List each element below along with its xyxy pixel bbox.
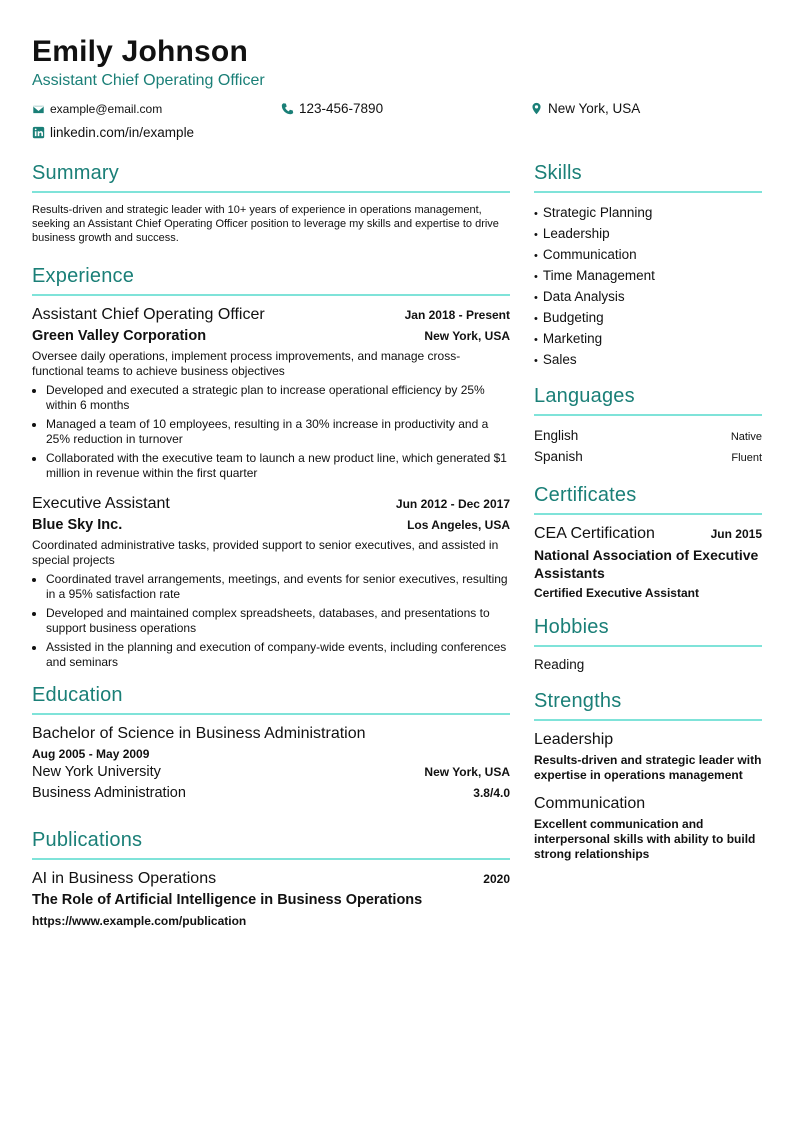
education-degree: Bachelor of Science in Business Administration: [32, 725, 366, 742]
publication-year: 2020: [483, 872, 510, 886]
languages-heading: Languages: [534, 385, 762, 416]
education-gpa: 3.8/4.0: [473, 786, 510, 800]
skills-list: [534, 203, 762, 371]
job-title: Assistant Chief Operating Officer: [32, 306, 265, 323]
summary-text: Results-driven and strategic leader with 10+ years of experience in operations management, seeking an Assistant Chief Operating Officer position to leverage my skills and expertise to drive business growth and success.: [32, 204, 499, 244]
resume-name: Emily Johnson: [32, 35, 248, 68]
right-column: [534, 162, 762, 862]
certificate-org: National Association of Executive Assistants: [534, 547, 759, 581]
strength-name: Leadership: [534, 731, 614, 748]
job-location: Los Angeles, USA: [407, 518, 510, 532]
strength-item: [534, 731, 762, 783]
experience-item: [32, 495, 510, 670]
contact-block: [32, 96, 762, 148]
strength-name: Communication: [534, 795, 646, 812]
skill-item: • Budgeting: [534, 308, 762, 329]
linkedin-icon: [32, 126, 45, 139]
contact-location: [530, 101, 640, 116]
left-column: [32, 162, 510, 928]
certificate-desc: Certified Executive Assistant: [534, 586, 699, 600]
language-item: [534, 426, 762, 447]
strength-desc: Excellent communication and interpersonal skills with ability to build strong relationships: [534, 817, 756, 861]
skill-item: • Time Management: [534, 266, 762, 287]
phone-icon: [281, 102, 294, 115]
certificates-heading: Certificates: [534, 484, 762, 515]
education-location: New York, USA: [424, 765, 510, 779]
job-bullet: • Collaborated with the executive team to launch a new product line, which generated $1 million in revenue within the first quarter: [46, 451, 510, 481]
education-dates: Aug 2005 - May 2009: [32, 747, 150, 761]
job-description: Oversee daily operations, implement process improvements, and manage cross-functional teams to achieve business objectives: [32, 349, 461, 378]
contact-email-text: example@email.com: [50, 102, 163, 116]
skill-item: • Marketing: [534, 329, 762, 350]
job-title: Executive Assistant: [32, 495, 170, 512]
job-dates: Jun 2012 - Dec 2017: [395, 497, 510, 511]
publication-item: [32, 870, 510, 928]
publication-subtitle: The Role of Artificial Intelligence in Business Operations: [32, 892, 423, 908]
resume-title: Assistant Chief Operating Officer: [32, 72, 265, 89]
location-pin-icon: [530, 102, 543, 115]
contact-phone-text: 123-456-7890: [299, 101, 384, 116]
language-level: Native: [730, 431, 762, 443]
job-bullet: • Developed and executed a strategic plan to increase operational efficiency by 25% within 6 months: [46, 383, 510, 413]
strength-desc: Results-driven and strategic leader with expertise in operations management: [534, 753, 762, 782]
education-school: New York University: [32, 764, 161, 780]
job-bullets: [32, 572, 510, 670]
publication-url[interactable]: https://www.example.com/publication: [32, 914, 247, 928]
job-company: Green Valley Corporation: [32, 328, 207, 344]
contact-linkedin-text: linkedin.com/in/example: [50, 125, 195, 140]
job-location: New York, USA: [424, 329, 510, 343]
experience-heading: Experience: [32, 265, 510, 296]
publication-title: AI in Business Operations: [32, 870, 217, 887]
skill-item: • Communication: [534, 245, 762, 266]
language-level: Fluent: [731, 452, 762, 464]
job-dates: Jan 2018 - Present: [404, 308, 510, 322]
skill-item: • Strategic Planning: [534, 203, 762, 224]
strengths-heading: Strengths: [534, 690, 762, 721]
email-icon: [32, 103, 45, 116]
skill-item: • Sales: [534, 350, 762, 371]
job-bullets: [32, 383, 510, 481]
hobby-item: Reading: [534, 657, 585, 672]
publications-heading: Publications: [32, 829, 510, 860]
education-field: Business Administration: [32, 785, 186, 801]
summary-heading: Summary: [32, 162, 510, 193]
strength-item: [534, 795, 762, 862]
language-name: Spanish: [534, 449, 583, 464]
contact-phone[interactable]: [281, 101, 383, 116]
skill-item: • Leadership: [534, 224, 762, 245]
resume-page: [32, 30, 762, 928]
language-item: [534, 447, 762, 468]
certificate-date: Jun 2015: [710, 527, 762, 541]
language-name: English: [534, 428, 579, 443]
certificate-name: CEA Certification: [534, 525, 655, 542]
certificate-item: [534, 525, 762, 600]
job-bullet: • Coordinated travel arrangements, meetings, and events for senior executives, resulting in a 95% satisfaction rate: [46, 572, 510, 602]
job-bullet: • Managed a team of 10 employees, resulting in a 30% increase in productivity and a 25% reduction in turnover: [46, 417, 510, 447]
education-item: [32, 725, 510, 801]
job-description: Coordinated administrative tasks, provided support to senior executives, and assisted in special projects: [32, 538, 499, 567]
job-company: Blue Sky Inc.: [32, 517, 123, 533]
job-bullet: • Assisted in the planning and execution of company-wide events, including conferences and seminars: [46, 640, 510, 670]
contact-linkedin[interactable]: [32, 125, 194, 140]
hobbies-heading: Hobbies: [534, 616, 762, 647]
education-heading: Education: [32, 684, 510, 715]
contact-location-text: New York, USA: [548, 101, 641, 116]
experience-item: [32, 306, 510, 481]
job-bullet: • Developed and maintained complex spreadsheets, databases, and presentations to support business operations: [46, 606, 510, 636]
contact-email[interactable]: [32, 102, 162, 116]
skills-heading: Skills: [534, 162, 762, 193]
skill-item: • Data Analysis: [534, 287, 762, 308]
